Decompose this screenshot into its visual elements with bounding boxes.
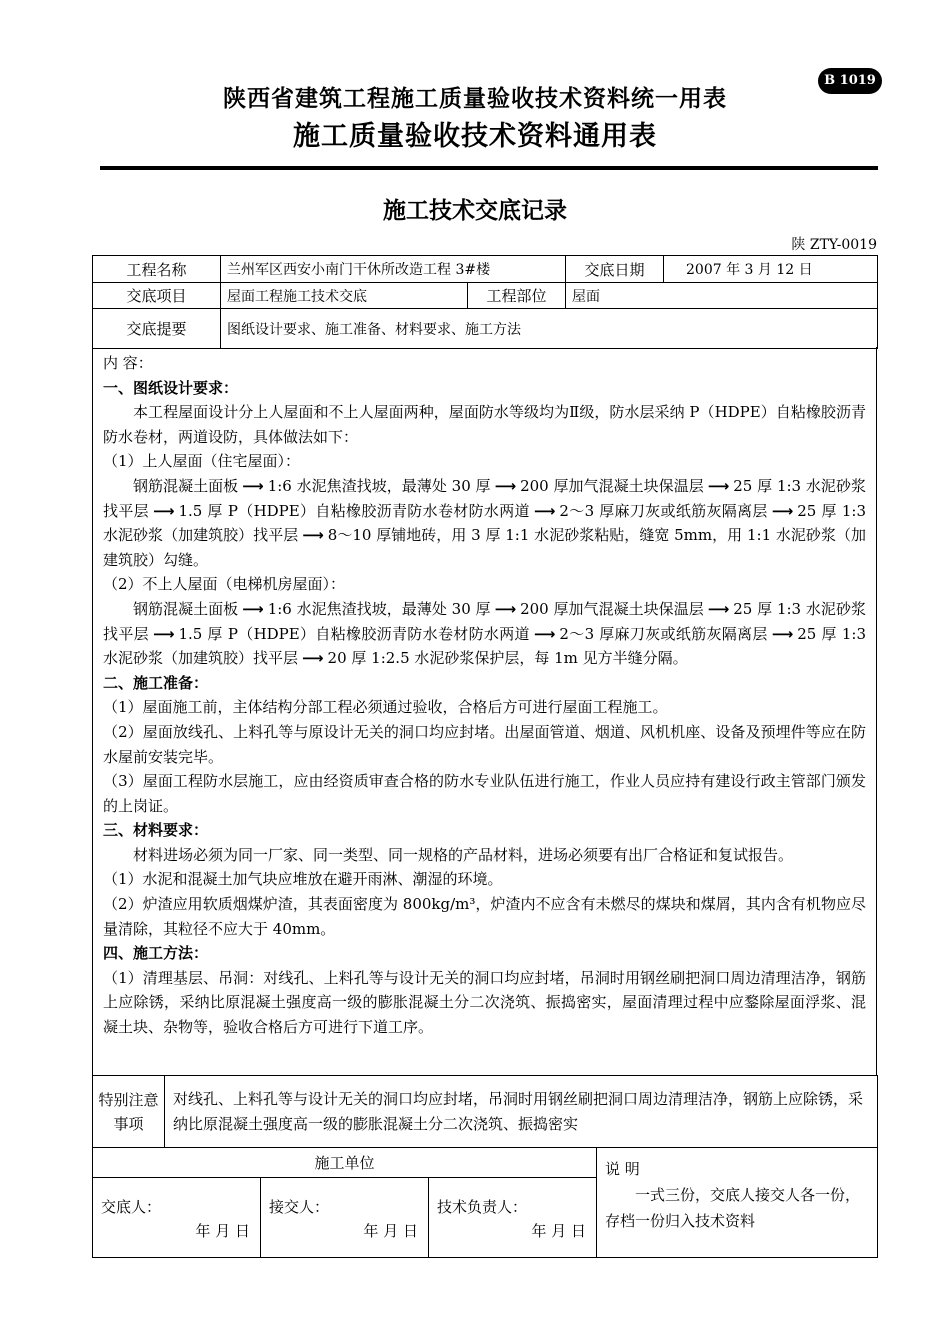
content-label: 内 容： [103,354,153,372]
receiver-cell [261,1178,429,1258]
layer-step: 钢筋混凝土面板 [133,599,239,618]
notes-text: 对线孔、上料孔等与设计无关的洞口均应封堵，吊洞时用钢丝刷把洞口周边清理洁净，钢筋上应除锈，采纳比原混凝土强度高一级的膨胀混凝土分二次浇筑、振捣密实 [165,1076,878,1148]
arrow-right-icon: ⟶ [707,599,730,618]
section-method-title: 四、施工方法： [103,944,209,963]
item-value: 屋面工程施工技术交底 [221,283,468,309]
date-label: 交底日期 [566,256,664,283]
date-value: 2007 年 3 月 12 日 [664,256,878,283]
layer-step: 1.5 厚 P（HDPE）自粘橡胶沥青防水卷材防水两道 [178,624,530,643]
section-prep-title: 二、施工准备： [103,673,209,692]
content-section [92,347,877,1075]
receiver-date: 年 月 日 [363,1222,418,1240]
material-intro: 材料进场必须为同一厂家、同一类型、同一规格的产品材料，进场必须要有出厂合格证和复试报告。 [133,845,794,864]
unit-label: 施工单位 [93,1148,597,1178]
arrow-right-icon: ⟶ [771,501,794,520]
arrow-right-icon: ⟶ [242,476,264,495]
sign-table [92,1075,878,1258]
part-value: 屋面 [566,283,878,309]
tech-lead-label: 技术负责人： [437,1198,528,1216]
roof1-title: （1）上人屋面（住宅屋面）： [103,452,301,471]
layer-step: 8～10 厚铺地砖，用 3 厚 1:1 水泥砂浆粘贴，缝宽 5mm，用 1:1 水泥砂浆（加建筑胶）勾缝。 [103,526,866,569]
remark-cell [597,1148,878,1258]
discloser-cell [93,1178,261,1258]
arrow-right-icon: ⟶ [494,599,517,618]
discloser-label: 交底人： [101,1198,162,1216]
layer-step: 25 厚 1:3 水泥砂浆找平层 [103,599,866,643]
project-name-label: 工程名称 [93,256,221,283]
form-number-badge: B 1019 [818,68,882,94]
layer-step: 25 厚 1:3 水泥砂浆（加建筑胶）找平层 [103,501,866,545]
arrow-right-icon: ⟶ [494,476,517,495]
arrow-right-icon: ⟶ [771,624,794,643]
info-table [92,255,878,349]
section-material-title: 三、材料要求： [103,821,209,840]
arrow-right-icon: ⟶ [302,649,324,668]
material-item: （2）炉渣应用软质烟煤炉渣，其表面密度为 800kg/m³，炉渣内不应含有未燃尽的煤块和煤屑，其内含有机物应尽量清除，其粒径不应大于 40mm。 [103,895,866,938]
form-type-title: 施工质量验收技术资料通用表 [293,121,657,152]
part-label: 工程部位 [468,283,566,309]
layer-step: 1:6 水泥焦渣找坡，最薄处 30 厚 [267,599,491,618]
layer-step: 200 厚加气混凝土块保温层 [520,476,704,495]
layer-step: 25 厚 1:3 水泥砂浆找平层 [103,476,866,520]
notes-label: 特别注意事项 [93,1076,165,1148]
material-item: （1）水泥和混凝土加气块应堆放在避开雨淋、潮湿的环境。 [103,870,503,889]
section-design-intro: 本工程屋面设计分上人屋面和不上人屋面两种，屋面防水等级均为Ⅱ级，防水层采纳 P（HDPE）自粘橡胶沥青防水卷材，两道设防，具体做法如下： [103,403,866,446]
arrow-right-icon: ⟶ [152,501,175,520]
project-name-value: 兰州军区西安小南门干休所改造工程 3#楼 [221,256,566,283]
section-design-title: 一、图纸设计要求： [103,378,239,397]
remark-text: 一式三份，交底人接交人各一份，存档一份归入技术资料 [605,1186,861,1230]
layer-step: 1:6 水泥焦渣找坡，最薄处 30 厚 [267,476,491,495]
layer-step: 1.5 厚 P（HDPE）自粘橡胶沥青防水卷材防水两道 [178,501,530,520]
arrow-right-icon: ⟶ [152,624,175,643]
record-title: 施工技术交底记录 [383,198,567,224]
roof1-layers [103,474,866,572]
layer-step: 20 厚 1:2.5 水泥砂浆保护层，每 1m 见方半缝分隔。 [327,649,688,668]
discloser-date: 年 月 日 [195,1222,250,1240]
item-label: 交底项目 [93,283,221,309]
summary-value: 图纸设计要求、施工准备、材料要求、施工方法 [221,309,878,349]
arrow-right-icon: ⟶ [242,599,264,618]
prep-item: （3）屋面工程防水层施工，应由经资质审查合格的防水专业队伍进行施工，作业人员应持有建设行政主管部门颁发的上岗证。 [103,772,866,815]
header-divider [100,166,878,170]
arrow-right-icon: ⟶ [707,476,730,495]
tech-lead-cell [429,1178,597,1258]
arrow-right-icon: ⟶ [533,624,556,643]
receiver-label: 接交人： [269,1198,330,1216]
roof2-title: （2）不上人屋面（电梯机房屋面）： [103,575,346,594]
layer-step: 2～3 厚麻刀灰或纸筋灰隔离层 [559,624,768,643]
prep-item: （2）屋面放线孔、上料孔等与原设计无关的洞口均应封堵。出屋面管道、烟道、风机机座、设备及预埋件等应在防水屋前安装完毕。 [103,722,866,766]
form-code: 陕 ZTY-0019 [791,237,877,253]
remark-title: 说 明 [605,1160,640,1178]
method-item: （1）清理基层、吊洞：对线孔、上料孔等与设计无关的洞口均应封堵，吊洞时用钢丝刷把洞口周边清理洁净，钢筋上应除锈，采纳比原混凝土强度高一级的膨胀混凝土分二次浇筑、振捣密实，屋面清理过程中应鍪除屋面浮浆、混凝土块、杂物等，验收合格后方可进行下道工序。 [103,968,866,1037]
layer-step: 2～3 厚麻刀灰或纸筋灰隔离层 [559,501,768,520]
arrow-right-icon: ⟶ [302,526,324,545]
layer-step: 钢筋混凝土面板 [133,476,239,495]
prep-item: （1）屋面施工前，主体结构分部工程必须通过验收，合格后方可进行屋面工程施工。 [103,698,668,717]
arrow-right-icon: ⟶ [533,501,556,520]
layer-step: 200 厚加气混凝土块保温层 [520,599,704,618]
form-series-title: 陕西省建筑工程施工质量验收技术资料统一用表 [223,86,727,112]
summary-label: 交底提要 [93,309,221,349]
layer-step: 25 厚 1:3 水泥砂浆（加建筑胶）找平层 [103,624,866,668]
roof2-layers [103,597,866,671]
tech-lead-date: 年 月 日 [531,1222,586,1240]
